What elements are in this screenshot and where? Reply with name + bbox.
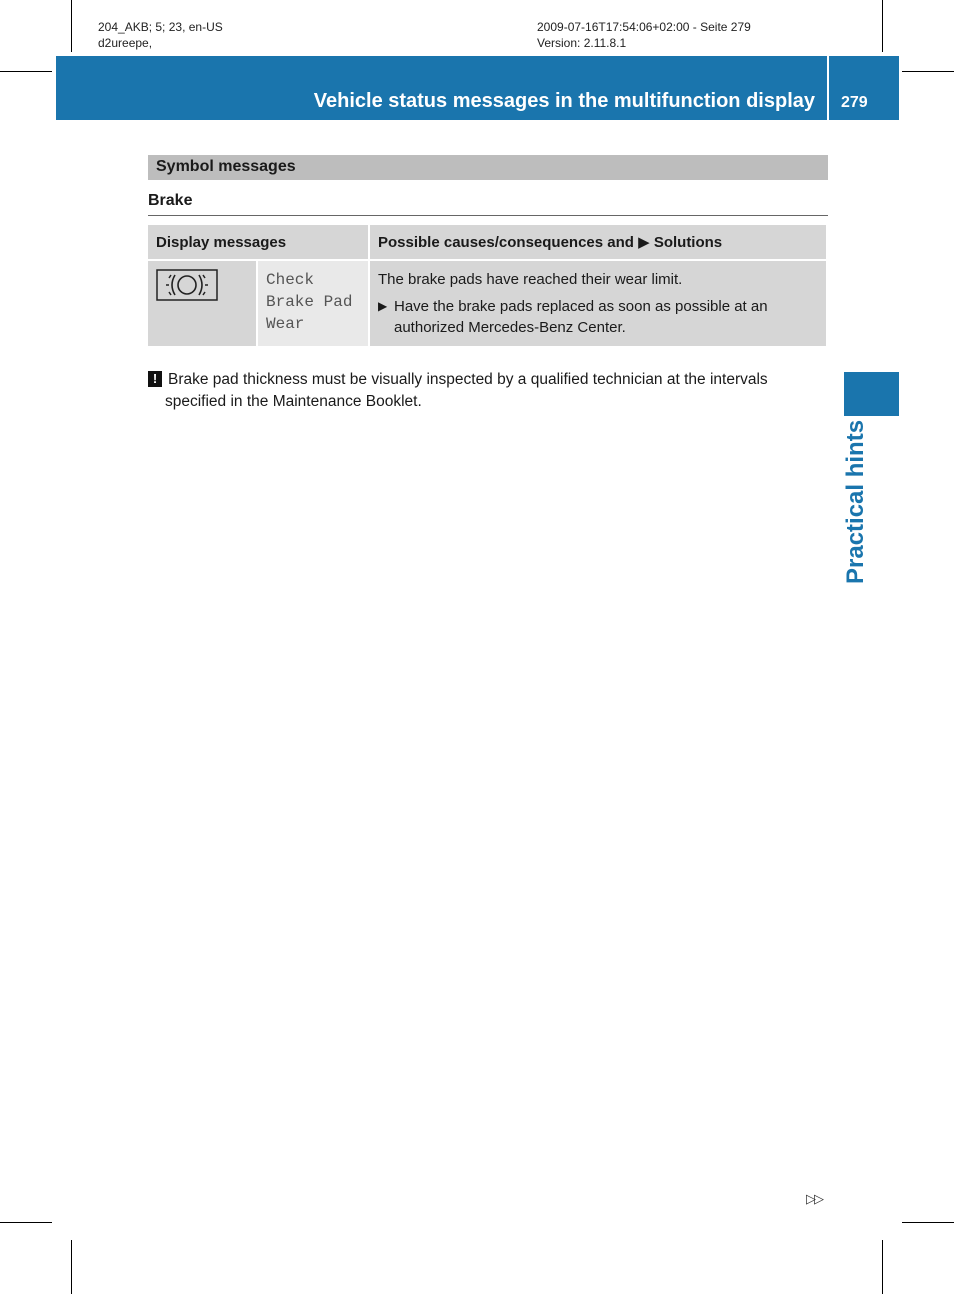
meta-line: Version: 2.11.8.1 [537, 36, 627, 50]
meta-line: 204_AKB; 5; 23, en-US [98, 20, 223, 34]
display-text-line: Brake Pad [266, 293, 353, 311]
solution-item [378, 296, 818, 338]
crop-mark [902, 71, 954, 72]
solution-text: Have the brake pads replaced as soon as possible at an authorized Mercedes-Benz Center. [394, 298, 768, 336]
chapter-header [56, 56, 827, 120]
symbol-cell [148, 260, 257, 346]
page-number: 279 [841, 94, 868, 111]
crop-mark [882, 0, 883, 52]
cause-text: The brake pads have reached their wear limit. [378, 271, 683, 288]
crop-mark [71, 0, 72, 52]
page-number-box [829, 56, 899, 120]
note-text-line: Brake pad thickness must be visually inspected by a qualified technician at the intervals [168, 371, 768, 388]
print-meta-right [537, 19, 751, 51]
warning-note [148, 369, 830, 413]
print-meta-left [98, 19, 223, 51]
display-text-line: Wear [266, 315, 305, 333]
col-display-messages: Display messages [148, 225, 369, 260]
crop-mark [71, 1240, 72, 1294]
brake-warning-icon [156, 269, 218, 301]
col-causes-solutions: Possible causes/consequences and ▶ Solutions [369, 225, 827, 260]
meta-line: 2009-07-16T17:54:06+02:00 - Seite 279 [537, 20, 751, 34]
table-row [148, 260, 827, 346]
exclamation-icon: ! [148, 371, 162, 387]
section-title: Symbol messages [156, 158, 296, 175]
chapter-title: Vehicle status messages in the multifunction display [313, 90, 815, 112]
side-tab-label: Practical hints [842, 419, 869, 584]
crop-mark [0, 1222, 52, 1223]
display-text-line: Check [266, 271, 315, 289]
side-tab-block [844, 372, 899, 416]
sub-heading: Brake [148, 192, 193, 209]
solution-cell [369, 260, 827, 346]
table-header-row [148, 225, 827, 260]
meta-line: d2ureepe, [98, 36, 153, 50]
crop-mark [902, 1222, 954, 1223]
section-heading-bar [148, 155, 828, 180]
continue-arrows-icon: ▷▷ [806, 1191, 822, 1206]
crop-mark [882, 1240, 883, 1294]
display-message-cell [257, 260, 369, 346]
play-arrow-icon: ▶ [378, 299, 388, 313]
messages-table [148, 225, 828, 346]
crop-mark [0, 71, 52, 72]
divider [148, 215, 828, 216]
note-text-line: specified in the Maintenance Booklet. [165, 393, 422, 410]
